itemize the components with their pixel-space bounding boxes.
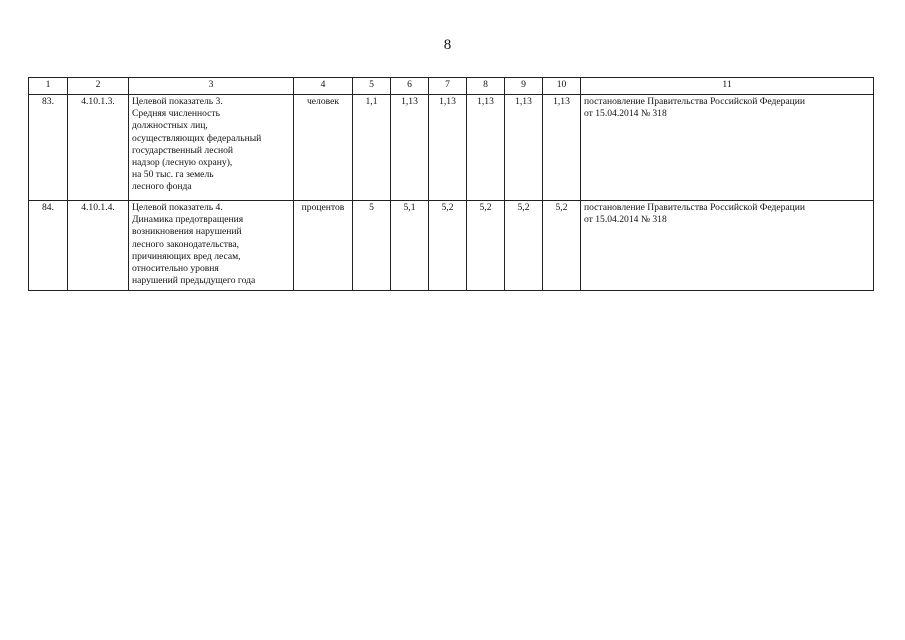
indicator-code: 4.10.1.4. [68, 201, 129, 291]
indicator-name-line: Целевой показатель 3. [132, 96, 223, 107]
legal-basis-line: от 15.04.2014 № 318 [584, 214, 667, 226]
indicator-name-line: относительно уровня [132, 263, 219, 275]
indicator-name-line: причиняющих вред лесам, [132, 250, 241, 262]
indicators-table [28, 77, 874, 291]
table-header-row [29, 78, 874, 95]
indicator-name-line: возникновения нарушений [132, 226, 242, 238]
header-col-7: 7 [429, 78, 467, 95]
indicator-name-line: Динамика предотвращения [132, 214, 244, 226]
value-col-6: 1,13 [391, 95, 429, 201]
table-row [29, 95, 874, 201]
header-col-3: 3 [129, 78, 294, 95]
header-col-8: 8 [467, 78, 505, 95]
indicator-code: 4.10.1.3. [68, 95, 129, 201]
indicator-name-line: должностных лиц, [132, 120, 208, 132]
legal-basis [581, 95, 874, 201]
header-col-2: 2 [68, 78, 129, 95]
indicator-name-line: Целевой показатель 4. [132, 202, 223, 213]
value-col-5: 5 [353, 201, 391, 291]
legal-basis-line: от 15.04.2014 № 318 [584, 108, 667, 120]
value-col-8: 5,2 [467, 201, 505, 291]
unit-of-measure: процентов [294, 201, 353, 291]
header-col-4: 4 [294, 78, 353, 95]
indicator-name-line: государственный лесной [132, 144, 234, 156]
value-col-9: 1,13 [505, 95, 543, 201]
value-col-8: 1,13 [467, 95, 505, 201]
legal-basis-line: постановление Правительства Российской Федерации [584, 96, 806, 107]
indicator-name-line: Средняя численность [132, 108, 220, 120]
header-col-5: 5 [353, 78, 391, 95]
legal-basis [581, 201, 874, 291]
row-number: 83. [29, 95, 68, 201]
header-col-9: 9 [505, 78, 543, 95]
value-col-10: 5,2 [543, 201, 581, 291]
value-col-9: 5,2 [505, 201, 543, 291]
value-col-10: 1,13 [543, 95, 581, 201]
header-col-1: 1 [29, 78, 68, 95]
page-number: 8 [443, 37, 452, 53]
indicator-name-line: нарушений предыдущего года [132, 275, 256, 287]
unit-of-measure: человек [294, 95, 353, 201]
indicator-name-line: надзор (лесную охрану), [132, 157, 233, 169]
header-col-6: 6 [391, 78, 429, 95]
indicator-name-line: на 50 тыс. га земель [132, 169, 214, 181]
indicator-name-line: осуществляющих федеральный [132, 132, 262, 144]
indicator-name [129, 201, 294, 291]
table-row [29, 201, 874, 291]
indicator-name-line: лесного фонда [132, 181, 192, 193]
value-col-7: 5,2 [429, 201, 467, 291]
header-col-10: 10 [543, 78, 581, 95]
row-number: 84. [29, 201, 68, 291]
value-col-5: 1,1 [353, 95, 391, 201]
value-col-7: 1,13 [429, 95, 467, 201]
indicator-name-line: лесного законодательства, [132, 238, 240, 250]
indicator-name [129, 95, 294, 201]
legal-basis-line: постановление Правительства Российской Федерации [584, 202, 806, 213]
header-col-11: 11 [581, 78, 874, 95]
value-col-6: 5,1 [391, 201, 429, 291]
